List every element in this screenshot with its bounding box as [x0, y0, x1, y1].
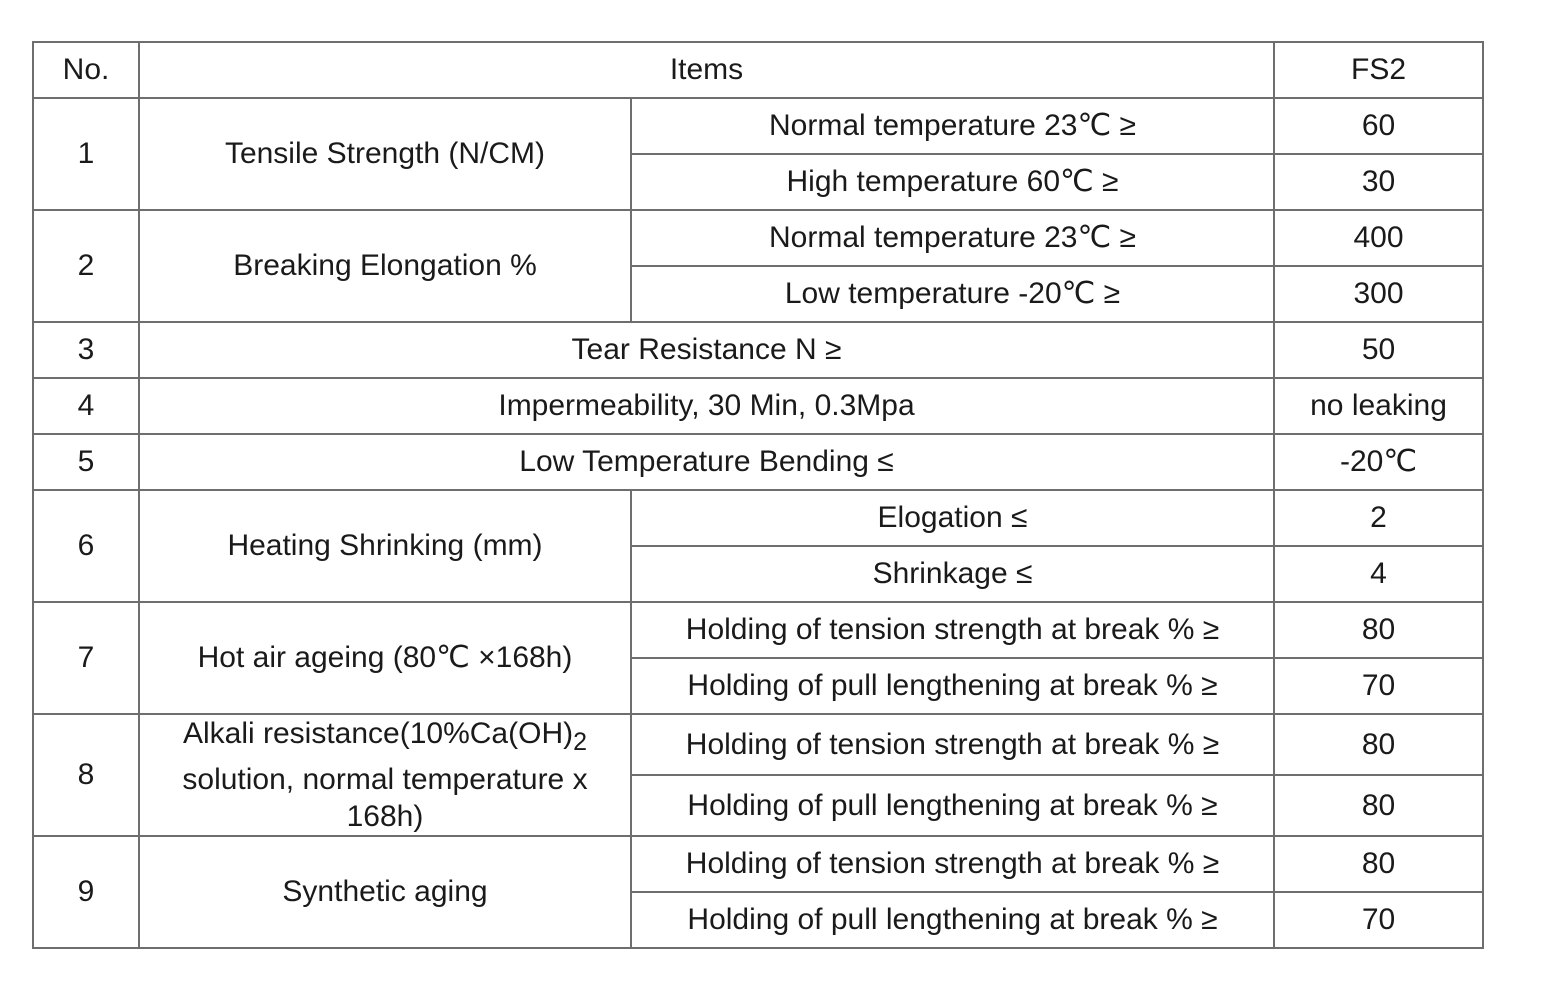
item-name: Hot air ageing (80℃ ×168h) [139, 602, 631, 714]
item-name: Breaking Elongation % [139, 210, 631, 322]
spec-value: 60 [1274, 98, 1483, 154]
spec-value: 80 [1274, 775, 1483, 836]
spec-value: 80 [1274, 602, 1483, 658]
header-no: No. [33, 42, 139, 98]
spec-value: -20℃ [1274, 434, 1483, 490]
spec-value: 4 [1274, 546, 1483, 602]
item-name-subscript: 2 [573, 728, 588, 756]
spec-value: 50 [1274, 322, 1483, 378]
row-number: 4 [33, 378, 139, 434]
item-name-prefix: Alkali resistance(10%Ca(OH) [182, 717, 574, 750]
condition-label: Normal temperature 23℃ ≥ [631, 98, 1274, 154]
condition-label: Holding of pull lengthening at break % ≥ [631, 775, 1274, 836]
spec-value: 30 [1274, 154, 1483, 210]
item-name [139, 714, 631, 836]
item-name: Tear Resistance N ≥ [139, 322, 1274, 378]
item-name: Low Temperature Bending ≤ [139, 434, 1274, 490]
table-row [33, 210, 1483, 266]
table-row [33, 714, 1483, 775]
table-row [33, 434, 1483, 490]
item-name-suffix: solution, normal temperature x 168h) [182, 763, 588, 833]
table-row [33, 602, 1483, 658]
condition-label: Low temperature -20℃ ≥ [631, 266, 1274, 322]
header-items: Items [139, 42, 1274, 98]
condition-label: Shrinkage ≤ [631, 546, 1274, 602]
row-number: 7 [33, 602, 139, 714]
table-row [33, 98, 1483, 154]
row-number: 9 [33, 836, 139, 948]
row-number: 1 [33, 98, 139, 210]
item-name: Tensile Strength (N/CM) [139, 98, 631, 210]
table-row [33, 378, 1483, 434]
item-name: Impermeability, 30 Min, 0.3Mpa [139, 378, 1274, 434]
item-name: Heating Shrinking (mm) [139, 490, 631, 602]
row-number: 5 [33, 434, 139, 490]
condition-label: Holding of pull lengthening at break % ≥ [631, 892, 1274, 948]
condition-label: Holding of tension strength at break % ≥ [631, 714, 1274, 775]
row-number: 2 [33, 210, 139, 322]
spec-value: 300 [1274, 266, 1483, 322]
table-row [33, 490, 1483, 546]
condition-label: High temperature 60℃ ≥ [631, 154, 1274, 210]
spec-value: 2 [1274, 490, 1483, 546]
condition-label: Normal temperature 23℃ ≥ [631, 210, 1274, 266]
spec-value: 80 [1274, 836, 1483, 892]
condition-label: Elogation ≤ [631, 490, 1274, 546]
spec-value: 70 [1274, 658, 1483, 714]
table-row [33, 836, 1483, 892]
spec-value: 80 [1274, 714, 1483, 775]
condition-label: Holding of tension strength at break % ≥ [631, 602, 1274, 658]
item-name: Synthetic aging [139, 836, 631, 948]
row-number: 8 [33, 714, 139, 836]
row-number: 6 [33, 490, 139, 602]
spec-table [32, 41, 1484, 949]
row-number: 3 [33, 322, 139, 378]
spec-value: 70 [1274, 892, 1483, 948]
header-row [33, 42, 1483, 98]
condition-label: Holding of tension strength at break % ≥ [631, 836, 1274, 892]
condition-label: Holding of pull lengthening at break % ≥ [631, 658, 1274, 714]
spec-value: 400 [1274, 210, 1483, 266]
spec-value: no leaking [1274, 378, 1483, 434]
table-row [33, 322, 1483, 378]
header-grade: FS2 [1274, 42, 1483, 98]
